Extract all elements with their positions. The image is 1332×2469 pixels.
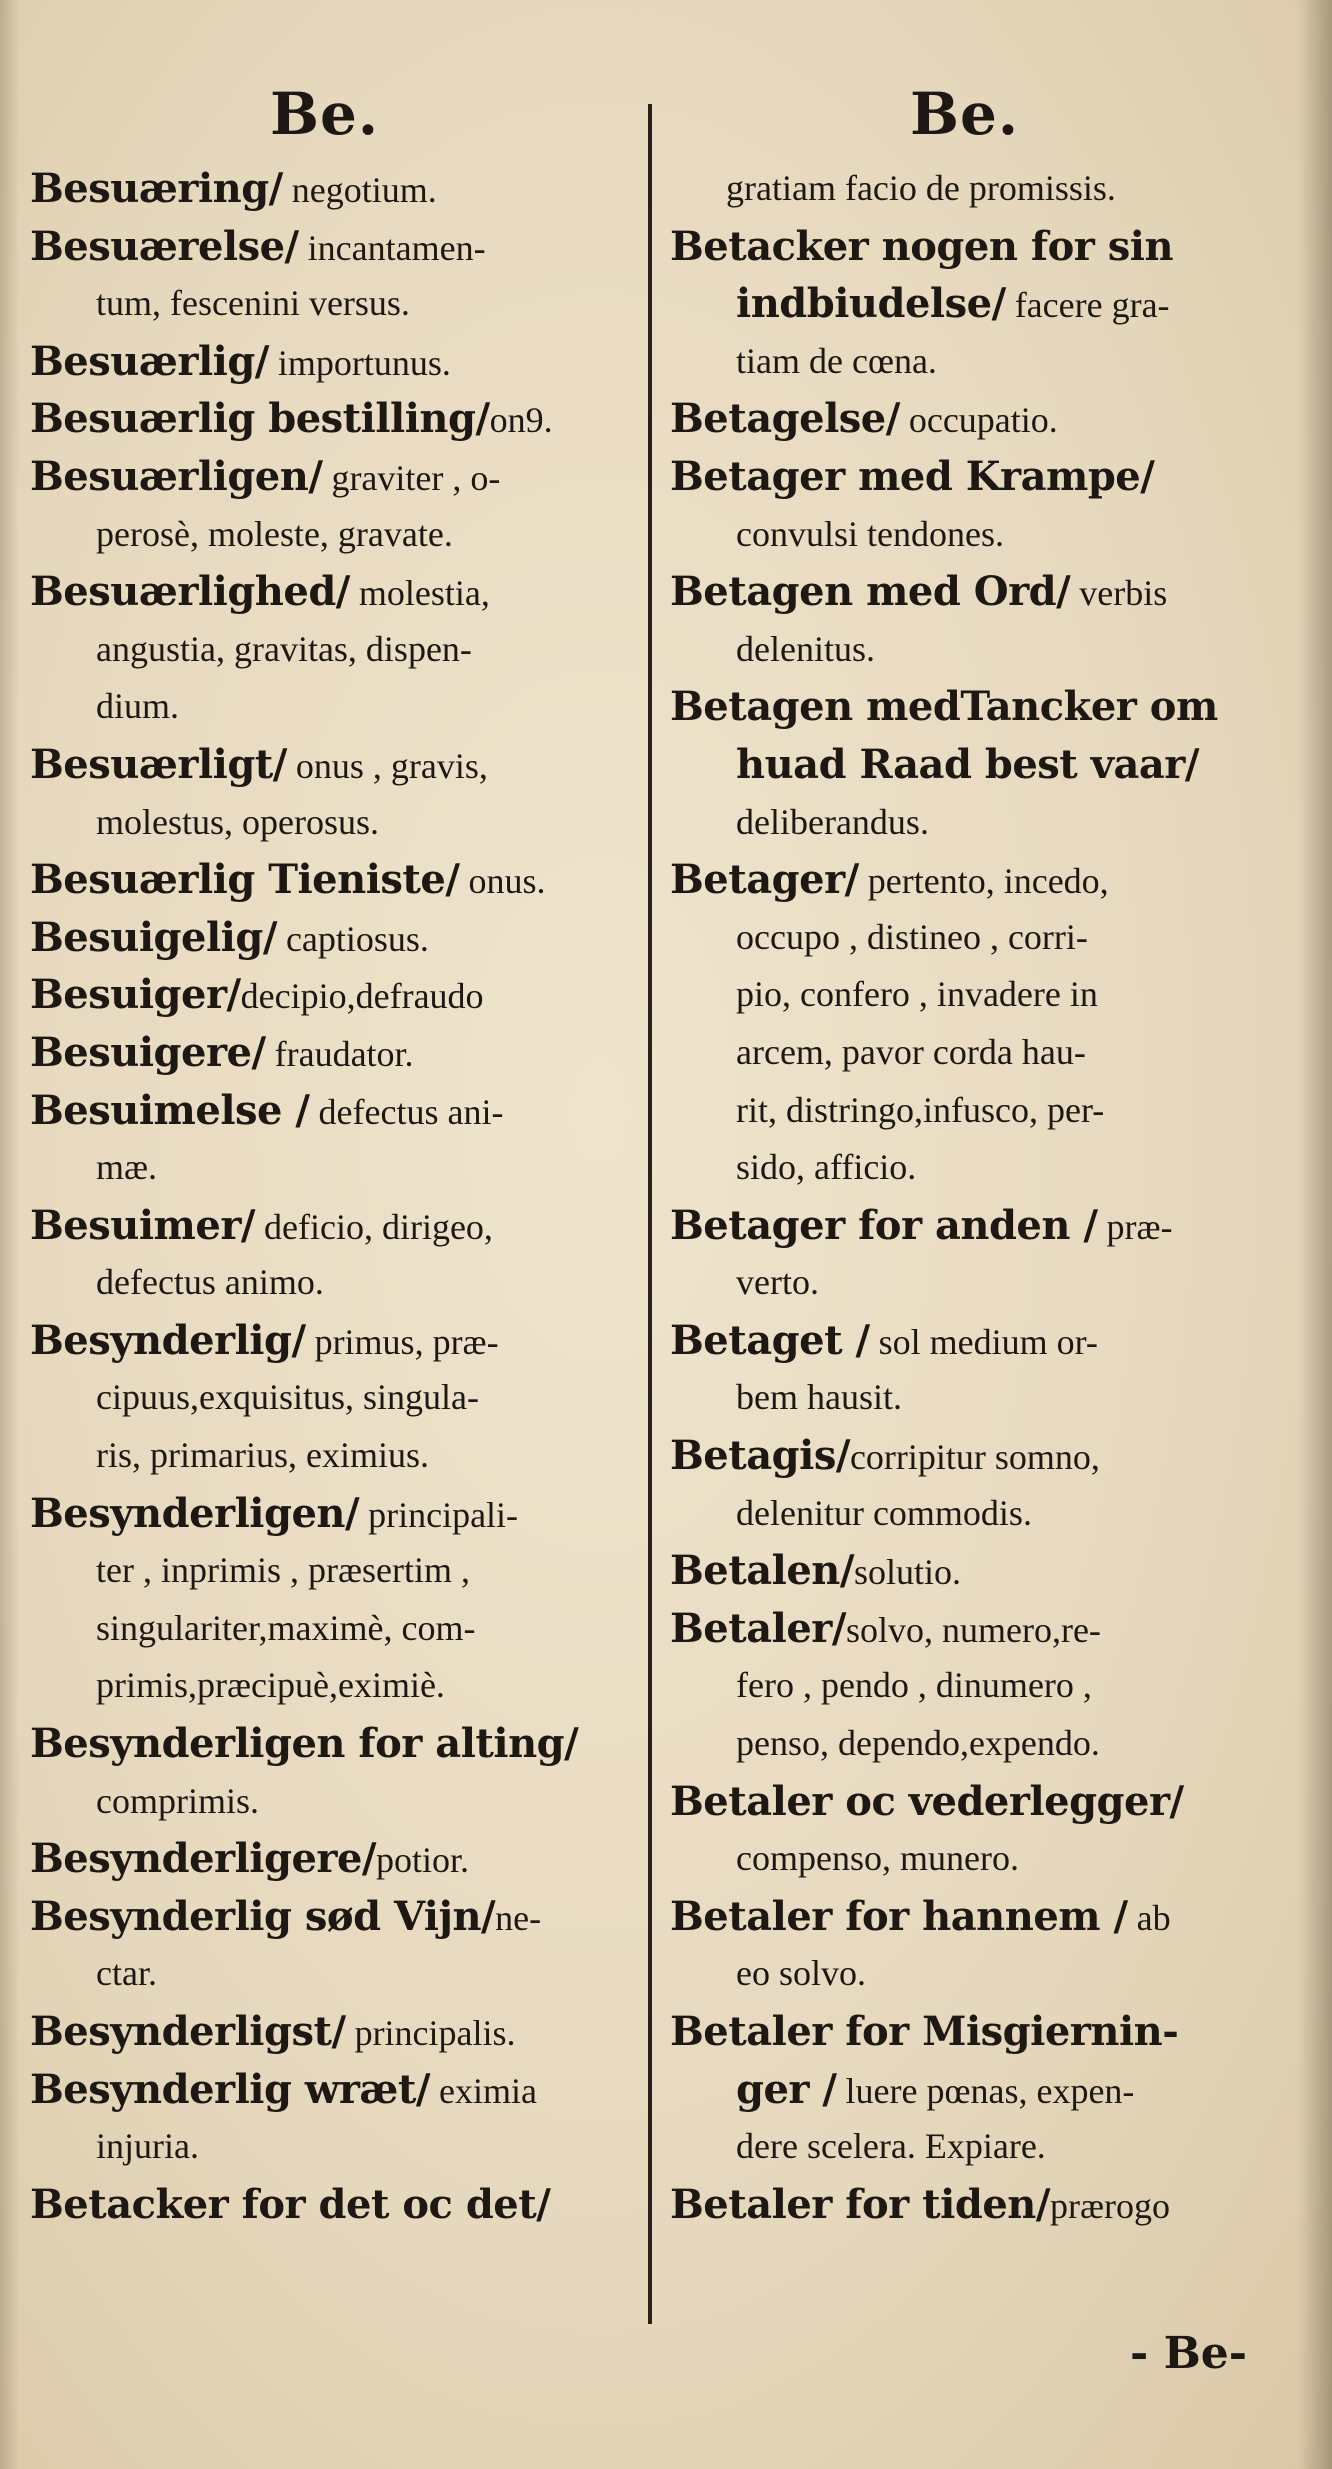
entry-line <box>670 218 1300 276</box>
latin-gloss: dere scelera. Expiare. <box>736 2126 1046 2167</box>
headword: huad Raad best vaar/ <box>736 740 1199 788</box>
entry-line <box>30 1945 640 2003</box>
latin-gloss: verbis <box>1070 573 1168 614</box>
headword: Betagis/ <box>670 1432 850 1480</box>
latin-gloss: principali- <box>359 1494 519 1535</box>
entry-line <box>670 1254 1300 1312</box>
entry-line <box>30 1600 640 1658</box>
headword: Besuiger/ <box>30 971 241 1019</box>
latin-gloss: prærogo <box>1049 2185 1170 2226</box>
headword: Besynderlig/ <box>30 1316 306 1364</box>
entry-line <box>30 678 640 736</box>
entry-line <box>670 1830 1300 1888</box>
running-head-left: Be. <box>270 80 380 148</box>
entry-line <box>30 1542 640 1600</box>
running-head-right: Be. <box>910 80 1020 148</box>
latin-gloss: corripitur somno, <box>849 1437 1100 1478</box>
column-divider <box>648 104 652 2324</box>
entry-line <box>670 1542 1300 1600</box>
latin-gloss: on9. <box>489 400 553 441</box>
entry-line <box>30 275 640 333</box>
headword: Besuimelse / <box>30 1086 310 1134</box>
entry-line <box>670 1427 1300 1485</box>
entry-line <box>30 160 640 218</box>
entry-line <box>670 390 1300 448</box>
latin-gloss: potior. <box>376 1840 470 1881</box>
headword: Betaler for tiden/ <box>670 2180 1050 2228</box>
latin-gloss: delenitus. <box>736 628 875 669</box>
latin-gloss: compenso, munero. <box>736 1838 1019 1879</box>
headword: Betaler/ <box>670 1604 846 1652</box>
latin-gloss: solvo, numero,re- <box>845 1609 1101 1650</box>
entry-line <box>670 1888 1300 1946</box>
entry-line <box>670 736 1300 794</box>
headword: Besuærlig bestilling/ <box>30 395 490 443</box>
entry-line <box>30 1485 640 1543</box>
headword: Besuærligen/ <box>30 452 323 500</box>
latin-gloss: deficio, dirigeo, <box>255 1206 493 1247</box>
headword: Besynderligere/ <box>30 1835 377 1883</box>
latin-gloss: cipuus,exquisitus, singula- <box>96 1377 479 1418</box>
latin-gloss: penso, dependo,expendo. <box>736 1723 1100 1764</box>
latin-gloss: sol medium or- <box>869 1321 1098 1362</box>
latin-gloss: decipio,defraudo <box>240 976 484 1017</box>
entry-line <box>670 1312 1300 1370</box>
latin-gloss: ctar. <box>96 1953 157 1994</box>
headword: Besynderligen/ <box>30 1489 360 1537</box>
latin-gloss: pertento, incedo, <box>858 861 1109 902</box>
headword: Besynderligst/ <box>30 2008 346 2055</box>
entry-line <box>30 621 640 679</box>
page-edge-shadow-left <box>0 0 20 2469</box>
headword: Besuærligt/ <box>30 740 287 788</box>
entry-line <box>670 1657 1300 1715</box>
entry-line <box>30 1082 640 1140</box>
entry-line <box>30 448 640 506</box>
entry-line <box>30 2003 640 2061</box>
entry-line <box>670 2061 1300 2119</box>
entry-line <box>30 1369 640 1427</box>
headword: Besuærlig/ <box>30 337 269 385</box>
latin-gloss: facere gra- <box>1005 285 1170 326</box>
latin-gloss: eximia <box>429 2070 537 2111</box>
latin-gloss: perosè, moleste, gravate. <box>96 513 453 554</box>
headword: Betagen med Ord/ <box>670 568 1071 616</box>
latin-gloss: verto. <box>736 1262 819 1303</box>
entry-line <box>30 1024 640 1082</box>
headword: Betacker nogen for sin <box>670 222 1174 270</box>
entry-line <box>30 1830 640 1888</box>
entry-line <box>30 1715 640 1773</box>
entry-line <box>30 2176 640 2234</box>
headword: Betacker for det oc det/ <box>30 2180 551 2228</box>
latin-gloss: tum, fescenini versus. <box>96 283 410 324</box>
latin-gloss: onus , gravis, <box>286 745 488 786</box>
entry-line <box>30 506 640 564</box>
latin-gloss: gratiam facio de promissis. <box>726 168 1116 208</box>
entry-line <box>30 2061 640 2119</box>
latin-gloss: ab <box>1127 1897 1171 1938</box>
entry-line <box>30 1312 640 1370</box>
headword: Betager med Krampe/ <box>670 452 1155 500</box>
latin-gloss: luere pœnas, expen- <box>836 2070 1135 2111</box>
headword: Betagen medTancker om <box>670 683 1218 731</box>
entry-line <box>30 1254 640 1312</box>
entry-line <box>30 851 640 909</box>
headword: Besuimer/ <box>30 1201 256 1249</box>
entry-line <box>670 275 1300 333</box>
latin-gloss: injuria. <box>96 2126 199 2167</box>
latin-gloss: graviter , o- <box>322 457 501 498</box>
entry-line <box>30 390 640 448</box>
headword: Betaler oc vederlegger/ <box>670 1777 1184 1825</box>
latin-gloss: defectus animo. <box>96 1262 324 1303</box>
entry-line <box>670 621 1300 679</box>
headword: indbiudelse/ <box>736 280 1006 328</box>
headword: Besuærelse/ <box>30 222 299 270</box>
entry-line <box>670 506 1300 564</box>
entry-line <box>670 1715 1300 1773</box>
latin-gloss: importunus. <box>268 342 451 383</box>
latin-gloss: molestus, operosus. <box>96 801 379 842</box>
entry-line <box>30 218 640 276</box>
entry-line <box>670 794 1300 852</box>
latin-gloss: captiosus. <box>276 918 429 959</box>
entry-line <box>30 1773 640 1831</box>
entry-line <box>670 2176 1300 2234</box>
entry-line <box>670 909 1300 967</box>
entry-line <box>30 1197 640 1255</box>
entry-line <box>670 1197 1300 1255</box>
latin-gloss: primus, præ- <box>305 1321 499 1362</box>
latin-gloss: singulariter,maximè, com- <box>96 1607 476 1648</box>
entry-line <box>30 736 640 794</box>
entry-line <box>670 2118 1300 2176</box>
latin-gloss: pio, confero , invadere in <box>736 974 1098 1015</box>
entry-line <box>670 1773 1300 1831</box>
latin-gloss: principalis. <box>345 2013 516 2053</box>
latin-gloss: fraudator. <box>265 1033 414 1074</box>
latin-gloss: negotium. <box>282 170 437 210</box>
latin-gloss: fero , pendo , dinumero , <box>736 1665 1092 1706</box>
entry-line <box>30 794 640 852</box>
entry-line <box>670 1945 1300 2003</box>
latin-gloss: sido, afficio. <box>736 1147 917 1188</box>
latin-gloss: ter , inprimis , præsertim , <box>96 1550 470 1591</box>
headword: Besynderligen for alting/ <box>30 1720 579 1768</box>
headword: Betalen/ <box>670 1547 854 1595</box>
entry-line <box>30 333 640 391</box>
entry-line <box>670 678 1300 736</box>
entry-line <box>30 2118 640 2176</box>
latin-gloss: tiam de cœna. <box>736 340 937 381</box>
latin-gloss: solutio. <box>854 1552 962 1593</box>
entry-line <box>30 1888 640 1946</box>
entry-line <box>670 1369 1300 1427</box>
headword: Besynderlig wræt/ <box>30 2065 430 2113</box>
latin-gloss: occupatio. <box>899 400 1058 441</box>
latin-gloss: defectus ani- <box>309 1091 504 1132</box>
entry-line <box>670 1485 1300 1543</box>
headword: Besuæring/ <box>30 165 283 212</box>
latin-gloss: onus. <box>459 861 546 902</box>
right-column <box>670 160 1300 2233</box>
headword: Betager/ <box>670 856 859 904</box>
latin-gloss: arcem, pavor corda hau- <box>736 1031 1086 1072</box>
latin-gloss: comprimis. <box>96 1780 259 1821</box>
entry-line <box>30 563 640 621</box>
latin-gloss: angustia, gravitas, dispen- <box>96 628 472 669</box>
entry-line <box>30 1427 640 1485</box>
catchword: - Be- <box>1130 2328 1248 2379</box>
headword: ger / <box>736 2065 837 2113</box>
latin-gloss: præ- <box>1097 1206 1173 1247</box>
entry-line <box>670 2003 1300 2061</box>
entry-line <box>670 851 1300 909</box>
latin-gloss: rit, distringo,infusco, per- <box>736 1089 1105 1130</box>
left-column <box>30 160 640 2233</box>
headword: Besuærlighed/ <box>30 568 350 616</box>
entry-line <box>670 1082 1300 1140</box>
headword: Besuigere/ <box>30 1028 266 1076</box>
entry-line <box>30 966 640 1024</box>
latin-gloss: ne- <box>495 1897 542 1938</box>
page-edge-shadow-right <box>1298 0 1332 2469</box>
entry-line <box>670 160 1300 218</box>
headword: Besuigelig/ <box>30 913 277 961</box>
headword: Besuærlig Tieniste/ <box>30 856 460 904</box>
latin-gloss: convulsi tendones. <box>736 513 1004 554</box>
latin-gloss: bem hausit. <box>736 1377 902 1418</box>
headword: Besynderlig sød Vijn/ <box>30 1892 496 1940</box>
latin-gloss: occupo , distineo , corri- <box>736 916 1088 957</box>
headword: Betaget / <box>670 1316 870 1364</box>
latin-gloss: primis,præcipuè,eximiè. <box>96 1665 445 1706</box>
entry-line <box>30 1657 640 1715</box>
headword: Betaler for hannem / <box>670 1892 1128 1940</box>
entry-line <box>670 966 1300 1024</box>
latin-gloss: ris, primarius, eximius. <box>96 1435 429 1476</box>
entry-line <box>670 563 1300 621</box>
latin-gloss: mæ. <box>96 1147 158 1188</box>
entry-line <box>670 448 1300 506</box>
latin-gloss: deliberandus. <box>736 801 929 842</box>
entry-line <box>670 333 1300 391</box>
latin-gloss: molestia, <box>349 573 490 614</box>
latin-gloss: delenitur commodis. <box>736 1492 1032 1533</box>
entry-line <box>670 1024 1300 1082</box>
headword: Betagelse/ <box>670 395 900 443</box>
latin-gloss: incantamen- <box>298 227 486 268</box>
entry-line <box>30 1139 640 1197</box>
entry-line <box>30 909 640 967</box>
latin-gloss: eo solvo. <box>736 1953 866 1994</box>
headword: Betager for anden / <box>670 1201 1098 1249</box>
entry-line <box>670 1139 1300 1197</box>
headword: Betaler for Misgiernin- <box>670 2008 1179 2055</box>
entry-line <box>670 1600 1300 1658</box>
latin-gloss: dium. <box>96 686 180 727</box>
